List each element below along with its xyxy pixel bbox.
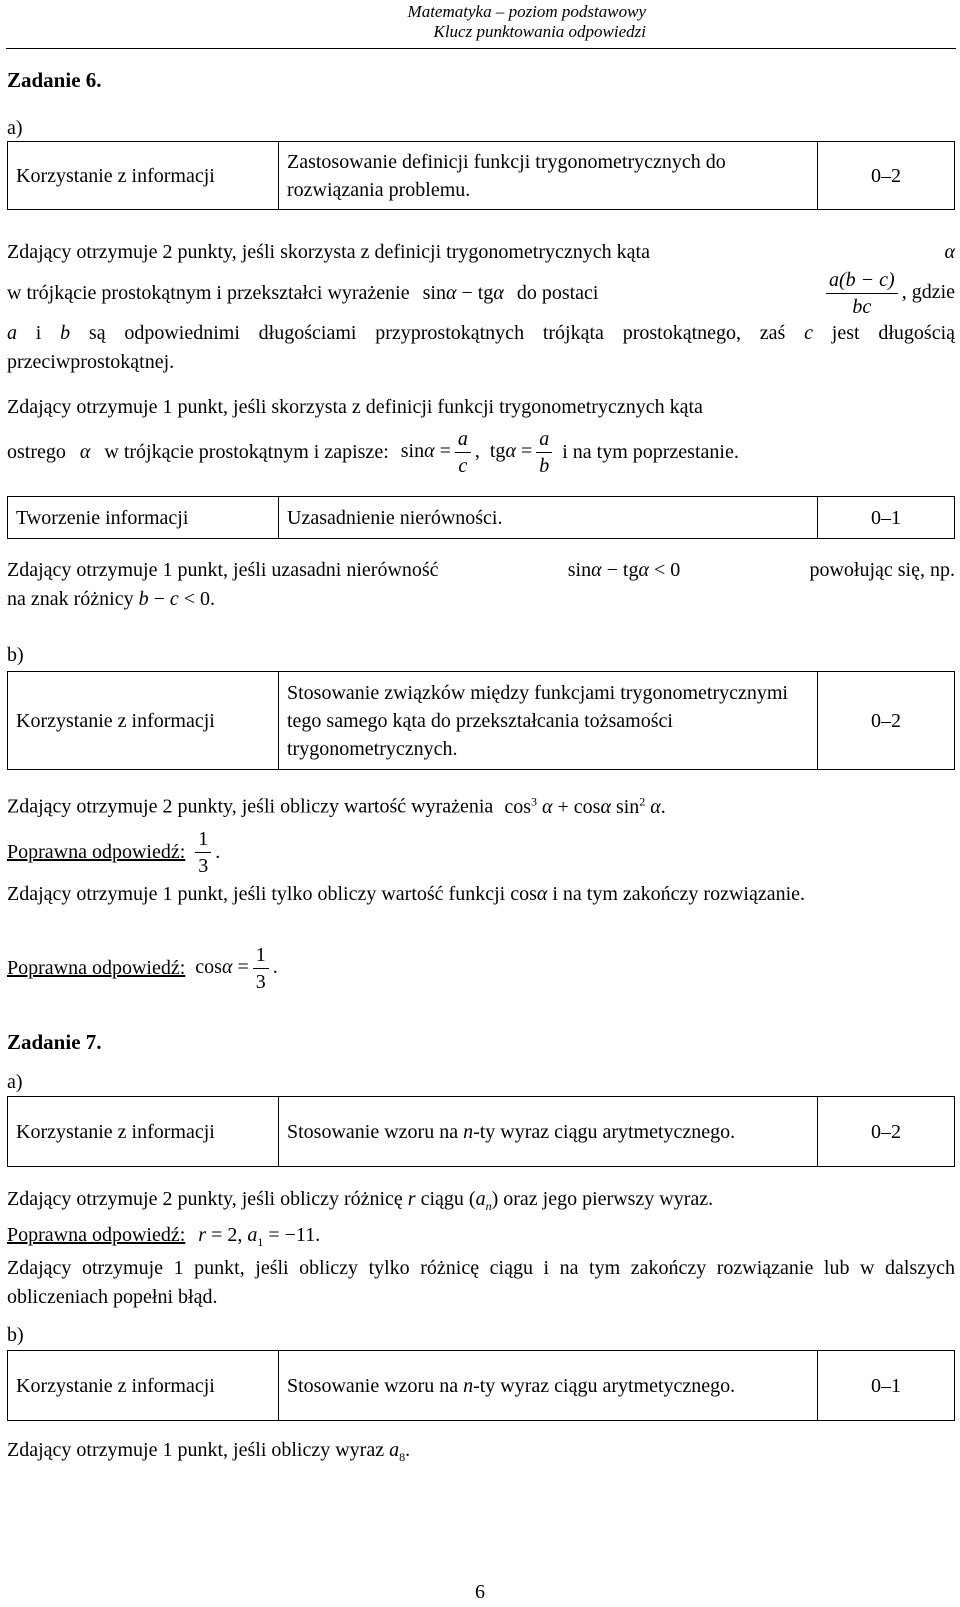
task7-part-b-label: b) [7,1324,24,1346]
text: , gdzie [901,280,955,303]
task6-a-criteria-table [7,141,955,210]
math-sin-minus-tg: sinα − tgα [422,281,504,304]
task6-part-b-label: b) [7,644,24,666]
text: Zdający otrzymuje 2 punkty, jeśli obliczy różnicę [7,1188,403,1210]
text: i na tym zakończy rozwiązanie. [552,883,806,905]
text: Zdający otrzymuje 2 punkty, jeśli obliczy wartość wyrażenia [7,795,494,818]
text: jest długością przeciwprostokątnej. [7,322,956,373]
text: w trójkącie prostokątnym i zapisze: [104,440,389,463]
text: ostrego [7,440,66,463]
text: Zdający otrzymuje 1 punkt, jeśli uzasadni nierówność [7,559,439,581]
math-cos-alpha: cosα [510,883,548,905]
task7-part-a-label: a) [7,1071,23,1093]
text: Zdający otrzymuje 1 punkt, jeśli obliczy wyraz [7,1439,385,1461]
criteria-category: Korzystanie z informacji [8,672,279,770]
math-b-minus-c-lt-0: b − c < 0. [138,588,216,610]
task6-b-criteria-table [7,671,955,770]
math-cos3-plus-cos-sin2: $\cos^3 \alpha + \cos\alpha$ $\sin^2 \alpha$. [504,794,666,818]
task6-a-inequality-description [7,556,955,614]
task6-part-a-label: a) [7,117,23,139]
task7-title: Zadanie 7. [7,1030,102,1054]
math-a8: $a_8$. [389,1439,411,1464]
task6-title: Zadanie 6. [7,68,102,92]
fraction-1-over-3: $\frac{1}{3}$ [195,826,211,879]
task7-a-1pt-description: Zdający otrzymuje 1 punkt, jeśli obliczy tylko różnicę ciągu i na tym zakończy rozwiązanie lub w dalszych obliczeniach popełni błąd. [7,1257,955,1308]
text: Zdający otrzymuje 1 punkt, jeśli tylko obliczy wartość funkcji [7,883,506,905]
task7-a-criteria-table [7,1096,955,1167]
header-subject: Matematyka – poziom podstawowy [407,2,646,21]
text: Zdający otrzymuje 1 punkt, jeśli skorzysta z definicji funkcji trygonometrycznych kąta [7,396,703,418]
task6-a-1pt-description: Zdający otrzymuje 1 punkt, jeśli skorzysta z definicji funkcji trygonometrycznych kąta ostrego α w trójkącie prostokątnym i zapisze: sinα = $\frac{a}{c}$ , tgα = $\frac{a}{b}$ i na tym poprzestanie. [7,393,955,482]
text: są odpowiednimi długościami przyprostokątnych trójkąta prostokątnego, zaś [88,322,786,344]
math-sequence-an: $(a_n)$ [468,1188,499,1213]
task6-b-answer-2 [7,938,955,998]
criteria-points: 0–2 [818,1097,955,1167]
task7-b-criteria-table [7,1350,955,1421]
math-sin-equals-a-over-c: sinα = $\frac{a}{c}$ , [400,427,480,477]
text: na znak różnicy [7,588,134,610]
answer-label: Poprawna odpowiedź: [7,956,186,979]
criteria-description: Uzasadnienie nierówności. [279,497,818,539]
criteria-category: Korzystanie z informacji [8,142,279,210]
task7-b-1pt-description [7,1436,955,1472]
header-rule [6,48,956,49]
criteria-category: Tworzenie informacji [8,497,279,539]
alpha-symbol: α [944,241,955,263]
math-answer-r-a1: r = 2, $a_1 = -11$. [198,1224,321,1249]
page-header [408,0,646,42]
text: i na tym poprzestanie. [562,440,739,463]
answer-label: Poprawna odpowiedź: [7,1224,186,1246]
task6-b-answer: Poprawna odpowiedź: $\frac{1}{3}$ . [7,827,221,877]
task6-a-criteria-table-2 [7,496,955,539]
header-subtitle: Klucz punktowania odpowiedzi [433,22,646,41]
page-number: 6 [475,1581,485,1603]
task6-a-2pt-description: Zdający otrzymuje 2 punkty, jeśli skorzysta z definicji trygonometrycznych kąta α w trójkącie prostokątnym i przekształci wyrażenie sinα − tgα do postaci $\frac{a(b - c)}{bc}$ , gdzie a i b są odpowiednimi długościami przyprostokątnych trójkąta prostokątnego, zaś c jest długością przeciwprostokątnej. [7,238,955,377]
task7-a-answer [7,1221,955,1257]
criteria-points: 0–1 [818,1351,955,1421]
text: w trójkącie prostokątnym i przekształci wyrażenie [7,281,410,304]
task6-b-1pt-description [7,880,955,909]
text: do postaci [516,281,599,304]
text: ciągu [420,1188,464,1210]
math-sin-minus-tg-lt-0: sinα − tgα < 0 [567,559,681,581]
criteria-points: 0–2 [818,142,955,210]
criteria-category: Korzystanie z informacji [8,1097,279,1167]
fraction-a-b-minus-c-over-bc: $\frac{a(b - c)}{bc}$ [826,267,898,320]
text: powołując się, np. [809,559,955,581]
text: oraz jego pierwszy wyraz. [503,1188,714,1210]
criteria-points: 0–1 [818,497,955,539]
criteria-points: 0–2 [818,672,955,770]
criteria-description: Stosowanie wzoru na n-ty wyraz ciągu arytmetycznego. [279,1097,818,1167]
criteria-category: Korzystanie z informacji [8,1351,279,1421]
math-cos-equals-1-over-3: cosα = $\frac{1}{3}$ . [195,943,278,993]
criteria-description: Stosowanie związków między funkcjami trygonometrycznymi tego samego kąta do przekształcania tożsamości trygonometrycznych. [279,672,818,770]
answer-label: Poprawna odpowiedź: [7,840,186,863]
task6-b-2pt-description [7,787,955,822]
text: Zdający otrzymuje 2 punkty, jeśli skorzysta z definicji trygonometrycznych kąta [7,241,650,263]
math-tg-equals-a-over-b: tgα = $\frac{a}{b}$ [490,426,556,479]
criteria-description: Zastosowanie definicji funkcji trygonometrycznych do rozwiązania problemu. [279,142,818,210]
task7-a-2pt-description: Zdający otrzymuje 2 punkty, jeśli obliczy różnicę r ciągu $(a_n)$ oraz jego pierwszy wyraz. [7,1188,714,1213]
criteria-description: Stosowanie wzoru na n-ty wyraz ciągu arytmetycznego. [279,1351,818,1421]
